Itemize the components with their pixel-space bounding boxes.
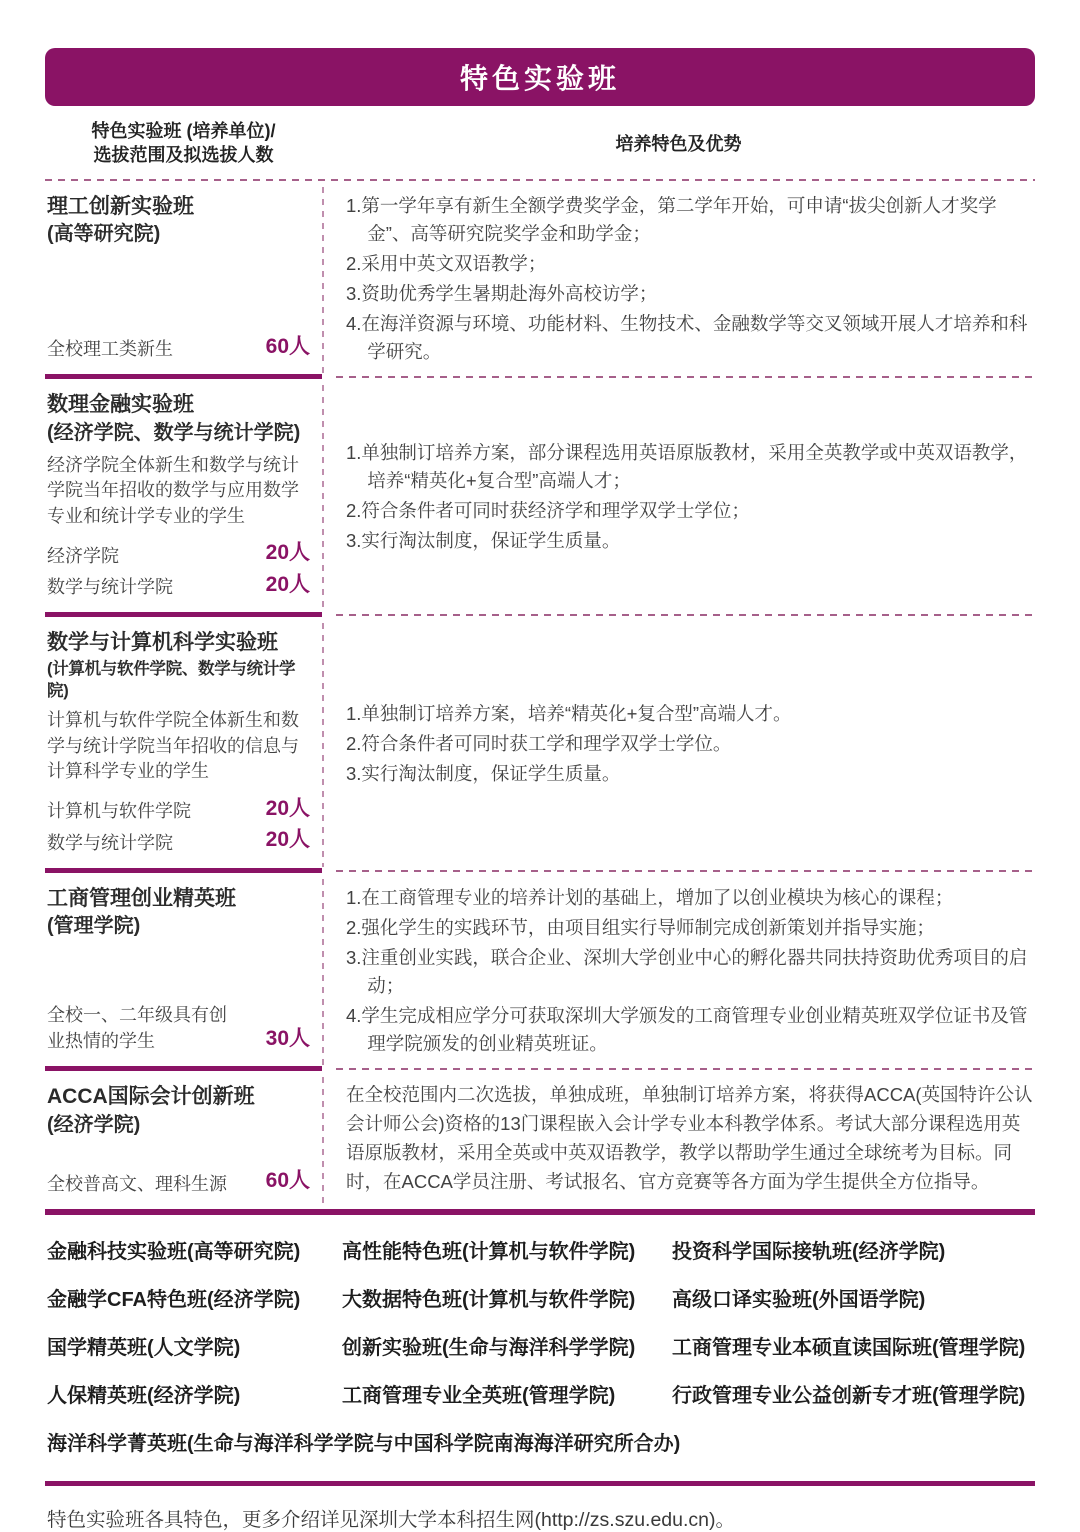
program-item: 人保精英班(经济学院)	[47, 1384, 241, 1407]
section-banner	[45, 48, 1035, 106]
column-header-left-line2: 选拔范围及拟选拔人数	[93, 145, 274, 166]
quota-label: 数学与统计学院	[47, 577, 173, 598]
quota-label: 计算机与软件学院	[47, 801, 191, 822]
quota-item	[47, 1002, 310, 1054]
program-unit: (高等研究院)	[47, 222, 161, 245]
table-row	[45, 617, 1035, 873]
feature-item: 3.注重创业实践，联合企业、深圳大学创业中心的孵化器共同扶持资助优秀项目的启动；	[346, 946, 1028, 997]
program-unit: (经济学院)	[47, 1113, 141, 1136]
quota-item	[47, 1165, 310, 1197]
program-title: ACCA国际会计创新班	[47, 1085, 255, 1109]
program-item: 大数据特色班(计算机与软件学院)	[342, 1288, 636, 1311]
table-header	[45, 106, 1035, 179]
quota-count: 30人	[265, 1026, 310, 1050]
program-title: 数理金融实验班	[47, 393, 194, 417]
quota-item	[47, 569, 310, 601]
program-item: 海洋科学菁英班(生命与海洋科学学院与中国科学院南海海洋研究所合办)	[47, 1432, 681, 1455]
quota-label: 全校理工类新生	[47, 339, 173, 360]
features-cell	[324, 617, 1035, 873]
table-row	[45, 873, 1035, 1072]
feature-paragraph: 在全校范围内二次选拔，单独成班，单独制订培养方案，将获得ACCA(英国特许公认会计师公会)资格的13门课程嵌入会计学专业本科教学体系。考试大部分课程选用英语原版教材，采用全英或中英双语教学，教学以帮助学生通过全球统考为目标。同时，在ACCA学员注册、考试报名、官方竞赛等各方面为学生提供全方位指导。	[346, 1084, 1033, 1192]
program-item: 工商管理专业本硕直读国际班(管理学院)	[672, 1336, 1026, 1359]
feature-item: 1.单独制订培养方案，培养“精英化+复合型”高端人才。	[346, 702, 792, 724]
program-title: 理工创新实验班	[47, 194, 194, 218]
feature-item: 1.在工商管理专业的培养计划的基础上，增加了以创业模块为核心的课程；	[346, 886, 954, 908]
feature-item: 2.符合条件者可同时获工学和理学双学士学位。	[346, 732, 732, 754]
features-cell	[324, 873, 1035, 1072]
program-cell	[45, 379, 322, 617]
program-item: 国学精英班(人文学院)	[47, 1336, 241, 1359]
quota-count: 20人	[265, 572, 310, 596]
program-cell	[45, 873, 322, 1072]
feature-item: 3.实行淘汰制度，保证学生质量。	[346, 530, 621, 552]
quota-item	[47, 331, 310, 363]
program-item: 高性能特色班(计算机与软件学院)	[342, 1240, 636, 1263]
program-scope: 经济学院全体新生和数学与统计学院当年招收的数学与应用数学专业和统计学专业的学生	[47, 454, 299, 526]
quota-list	[47, 785, 310, 856]
program-item: 高级口译实验班(外国语学院)	[672, 1288, 926, 1311]
table-row	[45, 379, 1035, 617]
quota-list	[47, 323, 310, 363]
table-row	[45, 181, 1035, 380]
program-scope: 计算机与软件学院全体新生和数学与统计学院当年招收的信息与计算科学专业的学生	[47, 710, 299, 782]
feature-item: 3.实行淘汰制度，保证学生质量。	[346, 763, 621, 785]
quota-label: 全校普高文、理科生源	[47, 1173, 227, 1194]
program-item: 投资科学国际接轨班(经济学院)	[672, 1240, 946, 1263]
section-title: 特色实验班	[459, 63, 620, 94]
program-item: 金融学CFA特色班(经济学院)	[47, 1288, 301, 1311]
features-cell	[324, 379, 1035, 617]
quota-list	[47, 994, 310, 1054]
quota-count: 60人	[265, 334, 310, 358]
program-unit: (管理学院)	[47, 915, 141, 938]
program-cell	[45, 181, 322, 380]
quota-label: 数学与统计学院	[47, 832, 173, 853]
feature-item: 1.第一学年享有新生全额学费奖学金，第二学年开始，可申请“拔尖创新人才奖学金”、高等研究院奖学金和助学金；	[346, 194, 997, 244]
feature-item: 4.在海洋资源与环境、功能材料、生物技术、金融数学等交叉领域开展人才培养和科学研究。	[346, 313, 1028, 363]
quota-label: 全校一、二年级具有创业热情的学生	[47, 1005, 227, 1052]
quota-count: 60人	[265, 1169, 310, 1193]
quota-item	[47, 537, 310, 569]
feature-item: 3.资助优秀学生暑期赴海外高校访学；	[346, 282, 658, 304]
program-item: 创新实验班(生命与海洋科学学院)	[342, 1336, 636, 1359]
features-cell	[324, 181, 1035, 380]
program-cell	[45, 1071, 322, 1208]
program-unit: (经济学院、数学与统计学院)	[47, 421, 301, 444]
quota-list	[47, 529, 310, 600]
column-header-left-line1: 特色实验班 (培养单位)/	[91, 121, 276, 141]
program-item: 工商管理专业全英班(管理学院)	[342, 1384, 616, 1407]
feature-item: 2.符合条件者可同时获经济学和理学双学士学位；	[346, 500, 750, 522]
quota-label: 经济学院	[47, 545, 119, 566]
feature-item: 2.强化学生的实践环节，由项目组实行导师制完成创新策划并指导实施；	[346, 916, 935, 938]
program-item: 金融科技实验班(高等研究院)	[47, 1240, 301, 1263]
quota-list	[47, 1157, 310, 1197]
quota-item	[47, 793, 310, 825]
program-title: 工商管理创业精英班	[47, 886, 236, 910]
other-programs-list	[45, 1215, 1035, 1481]
quota-count: 20人	[265, 541, 310, 565]
program-title: 数学与计算机科学实验班	[47, 631, 278, 655]
program-item: 行政管理专业公益创新专才班(管理学院)	[672, 1384, 1026, 1407]
feature-item: 2.采用中英文双语教学；	[346, 252, 547, 274]
quota-count: 20人	[265, 796, 310, 820]
footer-note: 特色实验班各具特色，更多介绍详见深圳大学本科招生网(http://zs.szu.edu.cn)。	[47, 1508, 735, 1531]
features-cell	[324, 1071, 1035, 1208]
program-cell	[45, 617, 322, 873]
feature-item: 4.学生完成相应学分可获取深圳大学颁发的工商管理专业创业精英班双学位证书及管理学院颁发的创业精英班证。	[346, 1005, 1028, 1055]
program-unit: (计算机与软件学院、数学与统计学院)	[47, 659, 296, 700]
quota-item	[47, 824, 310, 856]
quota-count: 20人	[265, 828, 310, 852]
column-header-left	[45, 119, 322, 168]
table-row	[45, 1071, 1035, 1208]
feature-item: 1.单独制订培养方案，部分课程选用英语原版教材，采用全英教学或中英双语教学，培养“精英化+复合型”高端人才；	[346, 442, 1028, 492]
column-header-right: 培养特色及优势	[615, 134, 742, 155]
